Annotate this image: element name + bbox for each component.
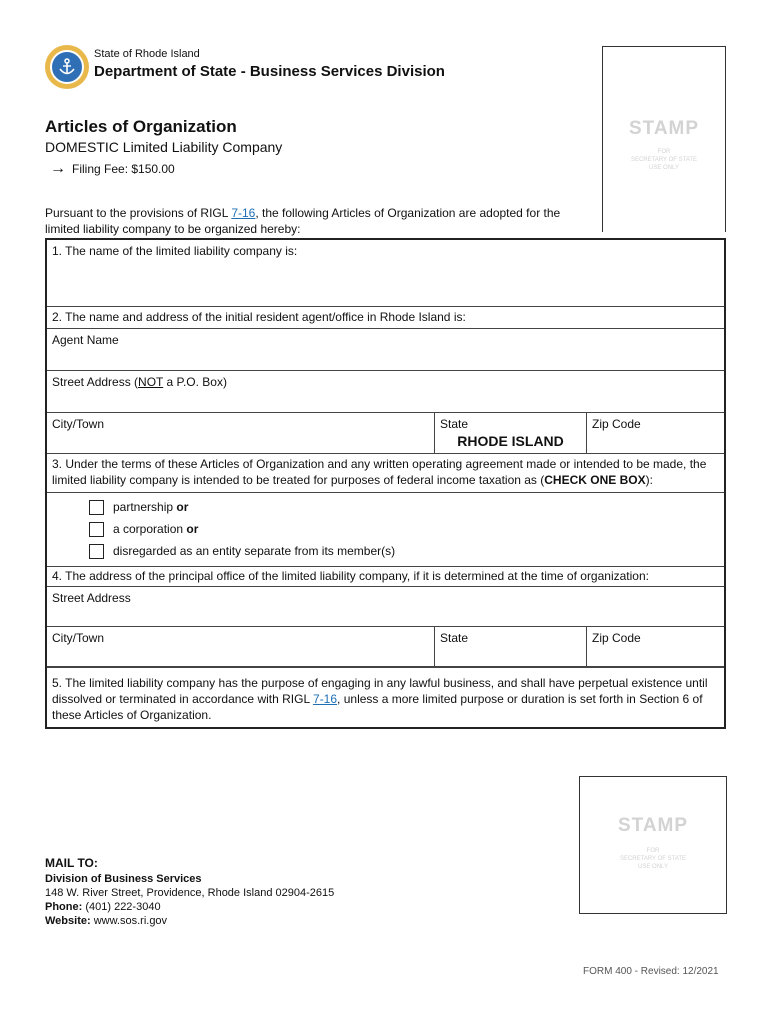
department-name: Department of State - Business Services Division [94,63,445,80]
anchor-icon [50,50,84,84]
agent-street-field[interactable]: Street Address (NOT a P.O. Box) [47,371,724,413]
articles-form [45,238,726,729]
section-5: 5. The limited liability company has the purpose of engaging in any lawful business, and shall have perpetual existence until dissolved or terminated in accordance with RIGL 7-16, unless a more limited purpose or duration is set forth in Section 6 of these Articles of Organization. [47,667,724,727]
section-4-header: 4. The address of the principal office of the limited liability company, if it is determined at the time of organization: [47,567,724,587]
llc-name-field[interactable] [47,240,724,307]
partnership-checkbox[interactable] [89,500,104,515]
state-seal-logo [45,45,89,89]
rigl-link[interactable]: 7-16 [231,206,256,220]
principal-state-field[interactable]: State [435,627,587,666]
stamp-note-1: FOR [657,149,671,155]
form-number: FORM 400 - Revised: 12/2021 [583,966,719,977]
page-title: Articles of Organization [45,117,237,136]
option-corporation[interactable]: a corporation or [47,518,724,540]
stamp-box-top [602,46,726,232]
agent-state-field: State RHODE ISLAND [435,413,587,453]
intro-paragraph: Pursuant to the provisions of RIGL 7-16, the following Articles of Organization are adopted for the limited liability company to be organized hereby: [45,206,561,236]
option-partnership[interactable]: partnership or [47,496,724,518]
filing-fee [50,162,175,176]
tax-options [47,493,724,567]
principal-city-row [47,627,724,667]
agent-name-field[interactable] [47,329,724,371]
street-address: 148 W. River Street, Providence, Rhode Island 02904-2615 [45,887,335,899]
stamp-label-bottom: STAMP [617,815,689,836]
principal-zip-field[interactable]: Zip Code [592,631,641,645]
agent-name-label: Agent Name [52,333,119,347]
stamp-label: STAMP [628,118,700,139]
page-subtitle: DOMESTIC Limited Liability Company [45,139,283,155]
agent-city-row [47,413,724,454]
stamp-box-bottom: STAMP FOR SECRETARY OF STATE USE ONLY [579,776,727,914]
website-link[interactable]: www.sos.ri.gov [90,915,168,927]
mail-to-address: Division of Business Services 148 W. River Street, Providence, Rhode Island 02904-2615 Phone: (401) 222-3040 Website: www.sos.ri.gov [45,873,335,927]
phone-number: (401) 222-3040 [82,901,161,913]
section-3-header: 3. Under the terms of these Articles of Organization and any written operating agreement made or intended to be made, the limited liability company is intended to be treated for purposes of federal income taxation as (CHECK ONE BOX): [47,454,724,493]
principal-city-field[interactable]: City/Town [47,627,435,666]
state-name: State of Rhode Island [94,48,200,60]
corporation-checkbox[interactable] [89,522,104,537]
division-name: Division of Business Services [45,873,202,885]
section-1-label: 1. The name of the limited liability company is: [52,244,298,258]
arrow-right-icon: → [50,160,66,177]
stamp-note-3: USE ONLY [649,165,679,171]
agent-city-field[interactable]: City/Town [47,413,435,453]
state-value: RHODE ISLAND [457,433,564,449]
filing-fee-text: Filing Fee: $150.00 [72,162,175,176]
mail-to-heading: MAIL TO: [45,856,98,870]
rigl-link-2[interactable]: 7-16 [313,692,338,706]
disregarded-checkbox[interactable] [89,544,104,559]
section-2-header: 2. The name and address of the initial resident agent/office in Rhode Island is: [47,307,724,329]
stamp-note-2: SECRETARY OF STATE [630,157,698,163]
agent-zip-field[interactable]: Zip Code [592,417,641,431]
principal-street-field[interactable]: Street Address [47,587,724,627]
option-disregarded[interactable]: disregarded as an entity separate from its member(s) [47,540,724,562]
